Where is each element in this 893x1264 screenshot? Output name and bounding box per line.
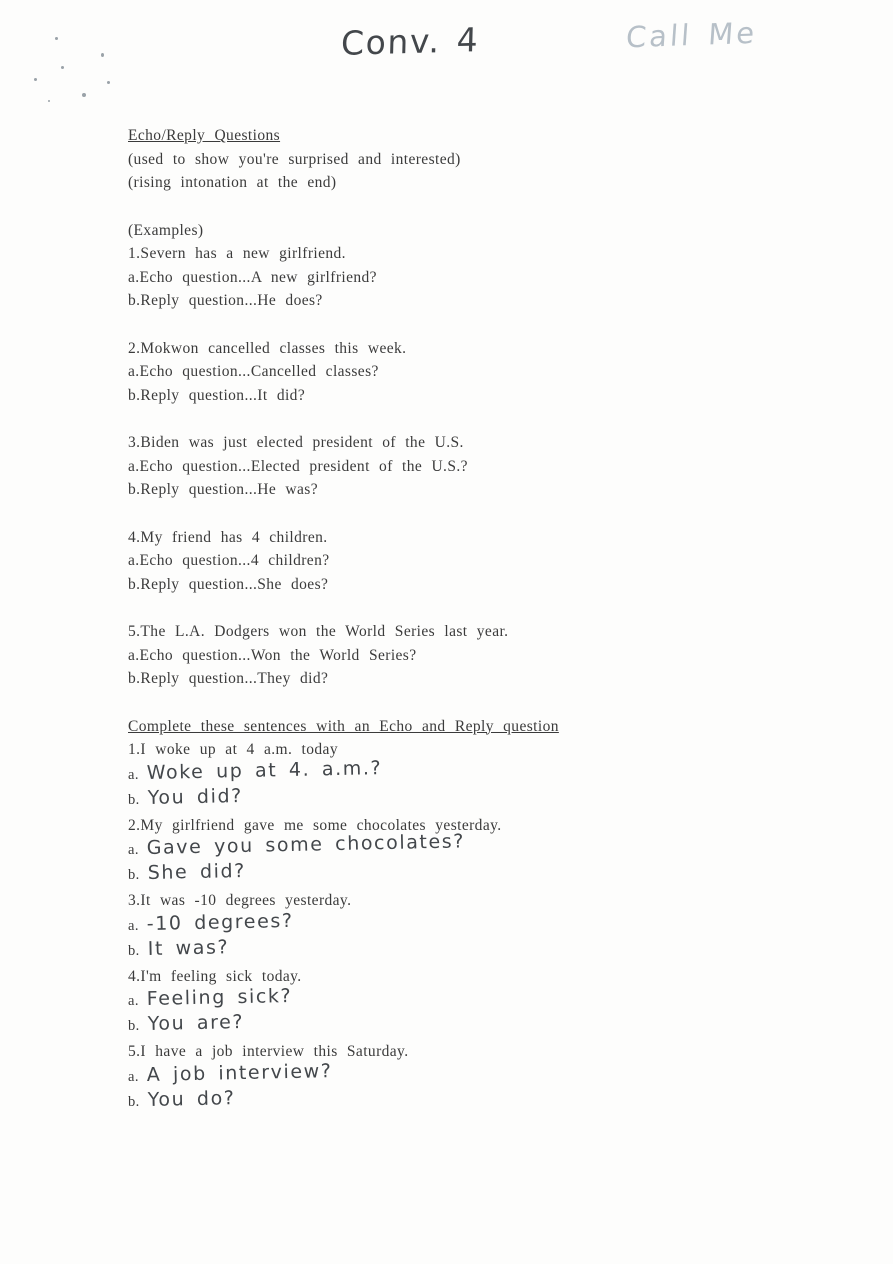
scan-speck: [61, 66, 64, 69]
example-sentence: 4.My friend has 4 children.: [128, 528, 328, 546]
handwritten-reply-answer: You did?: [147, 784, 243, 809]
example-reply: b.Reply question...She does?: [128, 575, 329, 593]
example-reply: b.Reply question...They did?: [128, 670, 329, 687]
worksheet-body: [128, 124, 728, 1116]
example-sentence: 5.The L.A. Dodgers won the World Series last year.: [128, 623, 509, 640]
pencil-title-note: Call Me: [624, 15, 759, 55]
example-reply: b.Reply question...It did?: [128, 386, 306, 404]
reply-answer-line: [128, 1010, 728, 1038]
echo-answer-line: [128, 756, 728, 787]
answer-label-b: b.: [128, 867, 140, 883]
echo-answer-line: [128, 830, 728, 862]
example-item: [128, 337, 728, 408]
example-item: [128, 431, 728, 502]
example-sentence: 2.Mokwon cancelled classes this week.: [128, 339, 407, 357]
example-reply: b.Reply question...He was?: [128, 481, 319, 498]
answer-label-a: a.: [128, 842, 139, 858]
exercise-sentence: 1.I woke up at 4 a.m. today: [128, 741, 338, 758]
exercise-item: [128, 814, 728, 888]
handwritten-reply-answer: You do?: [147, 1086, 236, 1111]
example-echo: a.Echo question...4 children?: [128, 552, 330, 569]
scan-speck: [48, 100, 50, 102]
answer-label-b: b.: [128, 791, 140, 808]
answer-label-b: b.: [128, 1018, 140, 1034]
exercise-sentence: 2.My girlfriend gave me some chocolates yesterday.: [128, 816, 502, 834]
scan-speck: [82, 93, 86, 97]
scan-speck: [55, 37, 58, 40]
worksheet-title: Echo/Reply Questions: [128, 127, 281, 144]
scan-speck: [107, 81, 110, 84]
example-echo: a.Echo question...Cancelled classes?: [128, 363, 379, 380]
answer-label-b: b.: [128, 1093, 140, 1110]
echo-answer-line: [128, 909, 728, 938]
scan-speck: [101, 53, 104, 57]
example-item: [128, 242, 728, 313]
handwritten-echo-answer: -10 degrees?: [146, 909, 294, 935]
exercise-heading: Complete these sentences with an Echo and Reply question: [128, 717, 559, 735]
example-echo: a.Echo question...A new girlfriend?: [128, 268, 377, 286]
example-reply: b.Reply question...He does?: [128, 292, 323, 309]
exercise-item: [128, 889, 728, 963]
reply-answer-line: [128, 784, 728, 812]
echo-answer-line: [128, 984, 728, 1013]
example-item: [128, 526, 728, 597]
reply-answer-line: [128, 1086, 728, 1114]
example-sentence: 1.Severn has a new girlfriend.: [128, 245, 346, 262]
exercise-item: [128, 738, 728, 812]
answer-label-a: a.: [128, 917, 139, 934]
answer-label-b: b.: [128, 942, 140, 959]
handwritten-course-header: Conv. 4: [340, 20, 480, 63]
example-echo: a.Echo question...Elected president of the U.S.?: [128, 457, 468, 475]
handwritten-echo-answer: Feeling sick?: [146, 984, 293, 1011]
example-echo: a.Echo question...Won the World Series?: [128, 646, 417, 664]
echo-answer-line: [128, 1059, 728, 1089]
handwritten-reply-answer: You are?: [147, 1010, 245, 1036]
exercise-item: [128, 1040, 728, 1114]
exercise-sentence: 4.I'm feeling sick today.: [128, 967, 302, 985]
handwritten-echo-answer: Woke up at 4. a.m.?: [146, 756, 383, 784]
answer-label-a: a.: [128, 993, 139, 1009]
answer-label-a: a.: [128, 1068, 139, 1085]
intro-note-2: (rising intonation at the end): [128, 174, 337, 191]
reply-answer-line: [128, 859, 728, 887]
answer-label-a: a.: [128, 766, 139, 783]
scan-speck: [34, 78, 37, 81]
example-item: [128, 620, 728, 691]
handwritten-echo-answer: A job interview?: [146, 1059, 333, 1086]
exercise-item: [128, 965, 728, 1039]
handwritten-reply-answer: She did?: [147, 859, 246, 885]
examples-label: (Examples): [128, 221, 204, 239]
exercise-sentence: 3.It was -10 degrees yesterday.: [128, 892, 352, 909]
intro-note-1: (used to show you're surprised and interested): [128, 150, 461, 168]
handwritten-echo-answer: Gave you some chocolates?: [146, 830, 466, 860]
reply-answer-line: [128, 935, 728, 963]
exercise-sentence: 5.I have a job interview this Saturday.: [128, 1043, 409, 1060]
handwritten-reply-answer: It was?: [147, 935, 230, 960]
example-sentence: 3.Biden was just elected president of the U.S.: [128, 434, 464, 451]
